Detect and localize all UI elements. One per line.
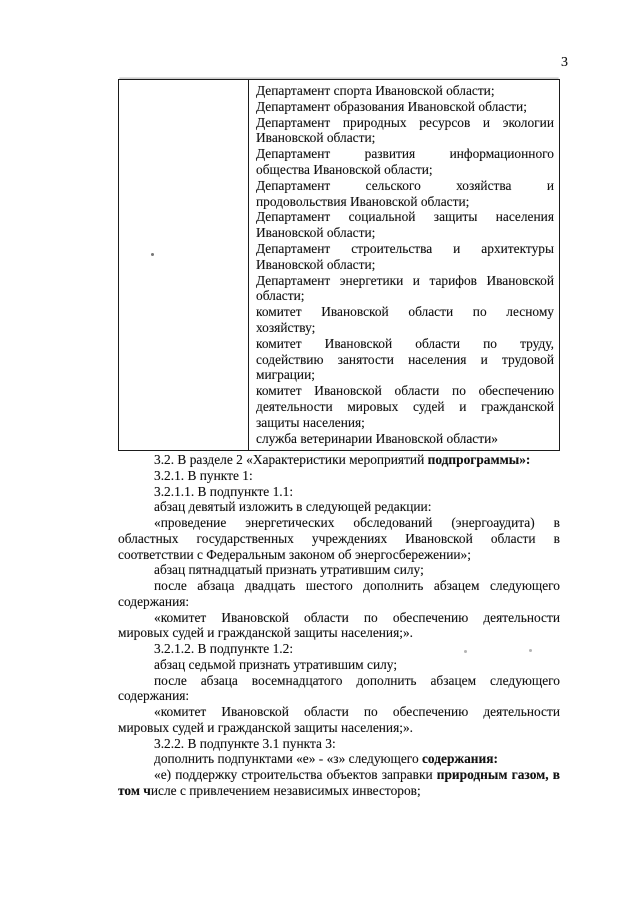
body-line: абзац пятнадцатый признать утратившим силу; <box>154 562 424 578</box>
body-line: областных государственных учреждениях Ивановской области в <box>118 530 560 546</box>
body-line: содержания: <box>118 593 190 609</box>
agency-line: Департамент природных ресурсов и экологии <box>256 114 554 130</box>
agency-line: содействию занятости населения и трудовой <box>256 351 554 367</box>
agency-line: защиты населения; <box>256 414 365 430</box>
body-line: 3.2.1.2. В подпункте 1.2: <box>154 641 294 656</box>
body-line: содержания: <box>118 688 190 704</box>
agency-line: хозяйству; <box>256 319 316 335</box>
agency-line: продовольствия Ивановской области; <box>256 193 470 209</box>
agency-line: Департамент строительства и архитектуры <box>256 240 554 256</box>
responsible-executors-table <box>118 79 560 451</box>
agency-line: Департамент энергетики и тарифов Ивановской <box>256 272 554 288</box>
table-label-cell <box>119 80 249 450</box>
body-line: абзац девятый изложить в следующей редакции: <box>154 499 432 515</box>
body-line: после абзаца восемнадцатого дополнить абзацем следующего <box>154 672 560 688</box>
body-line: «е) поддержку строительства объектов заправки природным газом, в <box>154 767 560 782</box>
agency-line: Департамент спорта Ивановской области; <box>256 83 495 98</box>
agency-line: деятельности мировых судей и гражданской <box>256 398 554 414</box>
agency-line: Ивановской области; <box>256 225 376 241</box>
table-agencies-cell <box>249 80 559 450</box>
agency-line: миграции; <box>256 367 315 383</box>
agency-line: Департамент социальной защиты населения <box>256 209 554 225</box>
agency-line: комитет Ивановской области по обеспечению <box>256 383 554 399</box>
agency-line: области; <box>256 288 305 304</box>
page-number: 3 <box>561 55 568 70</box>
agency-line: общества Ивановской области; <box>256 161 433 177</box>
body-line: 3.2.2. В подпункте 3.1 пункта 3: <box>154 735 336 751</box>
agency-line: Департамент развития информационного <box>256 146 554 162</box>
body-text <box>118 452 560 799</box>
agency-line: Ивановской области; <box>256 256 376 272</box>
agency-line: Ивановской области; <box>256 130 376 146</box>
body-line: 3.2. В разделе 2 «Характеристики мероприятий подпрограммы»: <box>154 452 531 467</box>
body-line: «комитет Ивановской области по обеспечению деятельности <box>154 704 560 719</box>
scan-speck <box>151 253 154 256</box>
agency-line: Департамент образования Ивановской области; <box>256 98 527 114</box>
body-line: после абзаца двадцать шестого дополнить абзацем следующего <box>154 578 560 593</box>
agency-line: комитет Ивановской области по лесному <box>256 304 554 320</box>
body-line: дополнить подпунктами «е» - «з» следующего содержания: <box>154 751 498 767</box>
agency-line: Департамент сельского хозяйства и <box>256 177 554 193</box>
body-line: 3.2.1. В пункте 1: <box>154 467 253 483</box>
body-line: мировых судей и гражданской защиты населения;». <box>118 625 414 641</box>
agency-line: служба ветеринарии Ивановской области» <box>256 430 498 446</box>
body-line: «комитет Ивановской области по обеспечению деятельности <box>154 609 560 625</box>
body-line: мировых судей и гражданской защиты населения;». <box>118 719 414 735</box>
agency-line: комитет Ивановской области по труду, <box>256 335 554 351</box>
scan-speck <box>464 650 467 653</box>
body-line: соответствии с Федеральным законом об энергосбережении»; <box>118 546 471 562</box>
body-line: 3.2.1.1. В подпункте 1.1: <box>154 483 294 499</box>
body-line: том числе с привлечением независимых инвесторов; <box>118 782 421 798</box>
body-line: «проведение энергетических обследований (энергоаудита) в <box>154 515 560 530</box>
body-line: абзац седьмой признать утратившим силу; <box>154 656 398 672</box>
scan-speck <box>529 649 532 652</box>
